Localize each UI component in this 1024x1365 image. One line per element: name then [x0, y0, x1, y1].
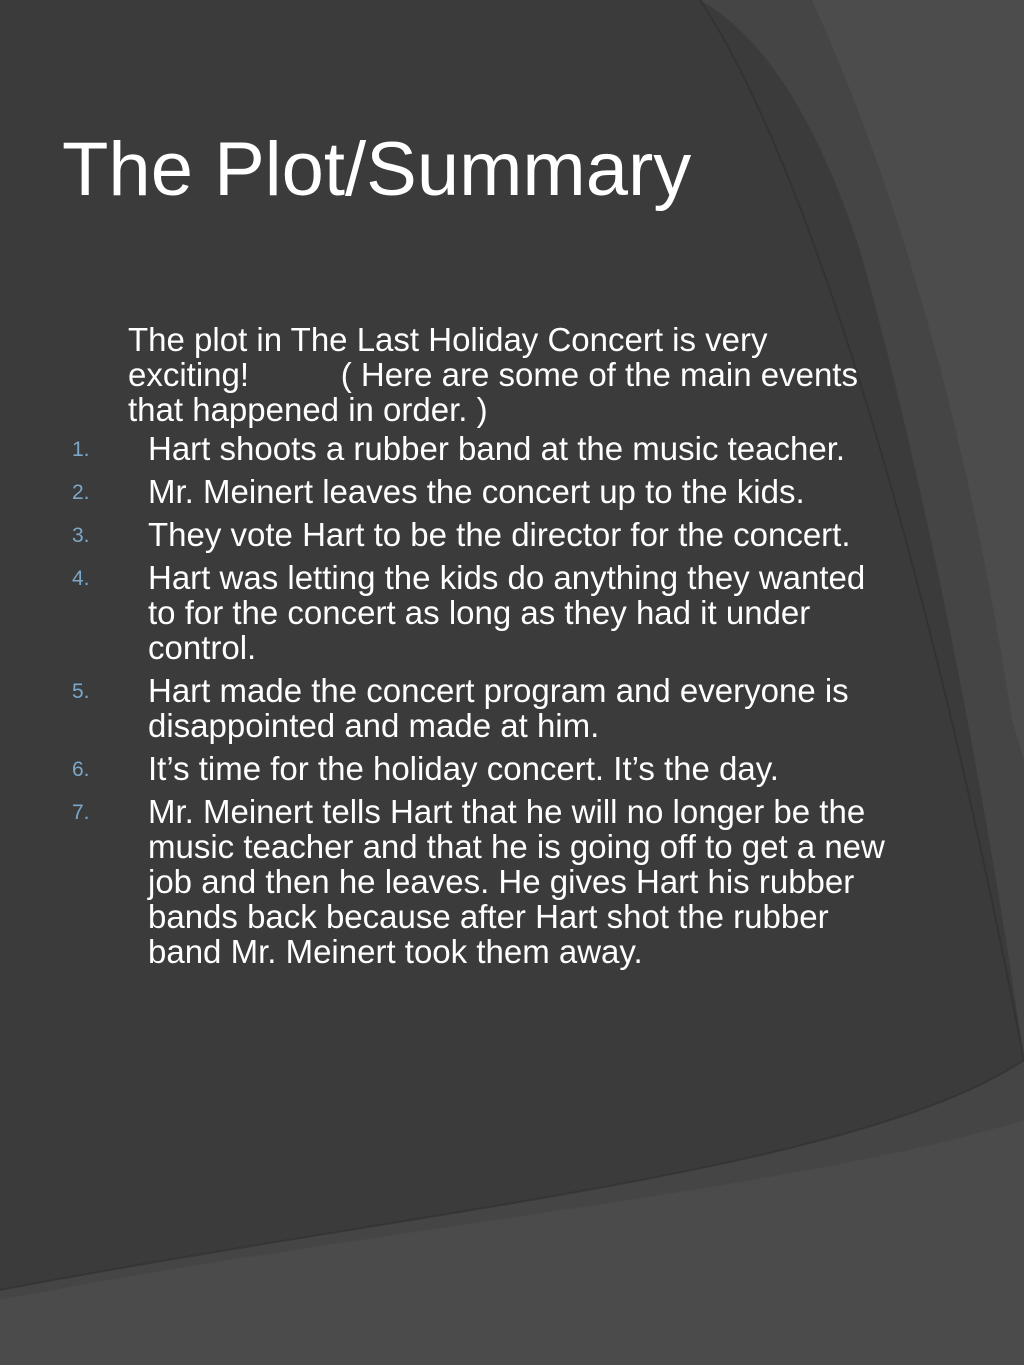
list-item [72, 560, 892, 665]
list-number: 3. [72, 524, 90, 547]
list-number: 2. [72, 481, 90, 504]
list-item-text: Mr. Meinert tells Hart that he will no longer be the music teacher and that he is going off to get a new job and then he leaves. He gives Hart his rubber bands back because after Hart shot the rubber band Mr. Meinert took them away. [148, 793, 885, 970]
list-item-text: Hart made the concert program and everyone is disappointed and made at him. [148, 672, 849, 744]
list-item-text: Hart shoots a rubber band at the music teacher. [148, 430, 846, 467]
list-item [72, 673, 892, 743]
list-item [72, 517, 892, 552]
list-item [72, 431, 892, 466]
intro-paragraph: The plot in The Last Holiday Concert is very exciting! ( Here are some of the main events that happened in order. ) [128, 321, 868, 428]
list-item [72, 474, 892, 509]
slide-body [72, 322, 892, 977]
list-item-text: They vote Hart to be the director for the concert. [148, 516, 851, 553]
list-item [72, 794, 892, 969]
list-number: 6. [72, 758, 90, 781]
list-item [72, 751, 892, 786]
plot-events-list [72, 431, 892, 969]
list-number: 7. [72, 801, 90, 824]
list-item-text: Hart was letting the kids do anything they wanted to for the concert as long as they had it under control. [148, 559, 866, 666]
list-number: 1. [72, 438, 90, 461]
list-item-text: It’s time for the holiday concert. It’s the day. [148, 750, 779, 787]
list-number: 4. [72, 567, 90, 590]
list-number: 5. [72, 680, 90, 703]
slide-title: The Plot/Summary [62, 127, 692, 212]
list-item-text: Mr. Meinert leaves the concert up to the kids. [148, 473, 805, 510]
